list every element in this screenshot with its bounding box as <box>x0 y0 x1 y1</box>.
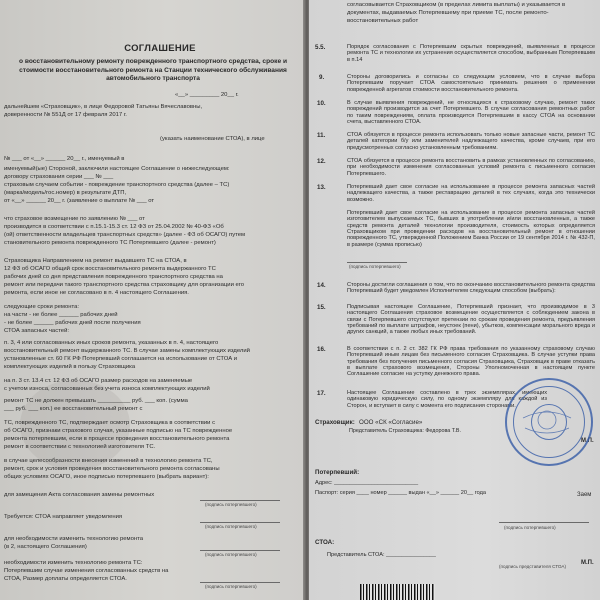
doc-line: для замещения Акта согласования замены ремонтных <box>4 492 155 498</box>
doc-line: ремонт или передачи такого транспортного средства страховщику для организации его <box>4 282 245 288</box>
clause-text: СТОА обязуется в процессе ремонта использовать только новые запасные части, ремонт ТС деталей категории б/у или заменителей надлежащего качества, кроме случаев, при его предусмотренных согласно установленным требованиям. <box>347 132 595 151</box>
doc-line: восстановительный ремонт выдержанного ТС. В случае замены комплектующих изделий <box>4 348 250 354</box>
clause-text: Потерпевший дает свое согласие на использование в процессе ремонта запасных частей изготовителем выпускаемых ТС, бывших в употреблении и/или восстановленных, а также средств ремонта деталей технологии производителя, стоимость которых определяется Страховщиком при проведении расходов на восстановительный ремонт в отношении поврежденного ТС, утвержденной Положением Банка России от 19 сентября 2014 г. № 432-П, в размере (сумма прописью) <box>347 210 595 248</box>
mp-mark: М.П. <box>581 438 594 444</box>
side-text: Заем <box>577 492 592 498</box>
doc-line: необходимости изменить технологию ремонта ТС: <box>4 560 143 566</box>
clause-text: Настоящее Соглашение составлено в трех экземплярах, имеющих одинаковую юридическую силу, по одному экземпляру для каждой из Сторон, и вступает в силу с момента его подписания сторонами. <box>347 390 547 409</box>
signature-caption: (подпись потерпевшего) <box>205 584 257 589</box>
doc-line: СТОА, Размер доплаты определяется СТОА. <box>4 576 127 582</box>
clause-number: 17. <box>317 390 326 397</box>
clause-number: 11. <box>317 132 326 139</box>
doc-line: ремонта потерпевшим, если в процессе проведения восстановительного ремонта <box>4 436 230 442</box>
doc-line: «__» _________ 20__ г. <box>175 92 239 98</box>
clause-number: 15. <box>317 304 326 311</box>
signature-line <box>200 582 280 583</box>
doc-line: что страховое возмещение по заявлению № ___ от <box>4 216 145 222</box>
clause-text: В случае выявления повреждений, не относящихся к страховому случаю, ремонт таких повреждений производится за счет Потерпевшего. В случае согласования ремонтных работ по таким повреждениям, оплата производится Потерпевшим в кассу СТОА на основании счета, выставленного СТОА. <box>347 100 595 126</box>
signature-caption: (подпись представителя СТОА) <box>499 564 566 569</box>
doc-line: доверенности № 551Д от 17 февраля 2017 г. <box>4 112 127 118</box>
clause-text: Потерпевший дает свое согласие на использование в процессе ремонта запасных частей надлежащего качества, а также реставрацию деталей в тех случаях, когда это технически возможно. <box>347 184 595 203</box>
clause-number: 16. <box>317 346 326 353</box>
doc-line: на части - не более ______ рабочих дней <box>4 312 118 318</box>
clause-text: Подписывая настоящее Соглашение, Потерпевший признает, что производимое в 3 настоящего Соглашения страховое возмещение осуществляется с соблюдением закона в связи с Потерпевшего отсутствуют претензии по срокам проведения ремонта, предъявления требований по выплате штрафов, неустоек (пени), убытков, компенсации морального вреда и других санкций, а также любых иных требований. <box>347 304 595 336</box>
doc-line: (марка/модель/гос.номер) в результате ДТП, <box>4 190 127 196</box>
signature-line <box>499 522 589 523</box>
signature-caption: (подпись потерпевшего) <box>205 502 257 507</box>
doc-line: именуемый(ые) Стороной, заключили настоящее Соглашение о нижеследующем: <box>4 166 230 172</box>
doc-line: рабочих дней со дня представления поврежденного транспортного средства на <box>4 274 223 280</box>
doc-line: ТС, поврежденного ТС, подтверждает осмотр Страховщика в соответствии с <box>4 420 216 426</box>
doc-line: 12 ФЗ об ОСАГО общий срок восстановительного ремонта выдержанного ТС <box>4 266 216 272</box>
stoa-representative: Представитель СТОА: ________________ <box>327 552 436 558</box>
signature-line <box>347 262 407 263</box>
document-title: СОГЛАШЕНИЕ <box>124 43 196 54</box>
doc-line: договору страхования серии ___ № ___ <box>4 174 114 180</box>
clause-text: СТОА обязуется в процессе ремонта восстановить в рамках установленных по согласованию, при необходимости изменения согласованных условий ремонта с письменного согласия Потерпевшего. <box>347 158 595 177</box>
clause-number: 9. <box>319 74 325 81</box>
subtitle-line: автомобильного транспорта <box>106 75 200 83</box>
clause-text: Стороны достигли соглашения о том, что по окончанию восстановительного ремонта средства Потерпевший будет уведомлен Исполнителем следующим способом (выбрать): <box>347 282 595 295</box>
clause-number: 14. <box>317 282 326 289</box>
signature-line <box>200 550 280 551</box>
clause-number: 5.5. <box>315 44 326 51</box>
doc-line: установленные ст. 60 ГК РФ Потерпевший соглашается на использование от СТОА и <box>4 356 238 362</box>
doc-line: восстановительных работ <box>347 18 419 24</box>
insurer-name: ООО «СК «Согласие» <box>359 419 423 426</box>
doc-line: ремонт в соответствии с технологией изготовителя ТС. <box>4 444 156 450</box>
doc-line: комплектующих изделий в пользу Страховщика <box>4 364 136 370</box>
clause-text: В соответствии с п. 2 ст. 382 ГК РФ права требования по указанному страховому случаю Потерпевший иным лицам без письменного согласия Страховщика. В случае уступки права требования без получения письменного согласия Страховщика, Страховщик в праве отказать в выплате страхового возмещения, Стороны Уполномоченная в настоящем пункте Соглашение согласие на уступку денежного права. <box>347 346 595 378</box>
seal-ornament <box>505 378 589 462</box>
doc-line: с учетом износа, согласованных без учета износа комплектующих изделий <box>4 386 210 392</box>
signature-caption: (подпись потерпевшего) <box>349 264 401 269</box>
signature-caption: (подпись потерпевшего) <box>205 552 257 557</box>
doc-line: ремонт ТС не должен превышать __________ руб. ___ коп. (сумма <box>4 398 188 404</box>
doc-line: согласовывается Страховщиком (в пределах лимита выплаты) и указывается в <box>347 2 566 8</box>
doc-line: становительного ремонта поврежденного ТС Потерпевшего (далее - ремонт) <box>4 240 216 246</box>
doc-line: Потерпевшим случае изменения согласованных средств на <box>4 568 169 574</box>
barcode <box>360 584 435 600</box>
doc-line: производится в соответствии с п.15.1-15.3 ст. 12 ФЗ от 25.04.2002 № 40-ФЗ «Об <box>4 224 224 230</box>
doc-line: для необходимости изменить технологию ремонта <box>4 536 144 542</box>
victim-passport: Паспорт: серия ____ номер ______ выдан «__» ______ 20__ года <box>315 490 486 496</box>
doc-line: от «__» ______ 20__ г. (заявление о выплате № ___ от <box>4 198 155 204</box>
doc-line: об ОСАГО, признаки страхового случая, указанные подписью на ТС поврежденное <box>4 428 233 434</box>
doc-line: дальнейшем «Страховщик», в лице Федоровой Татьяны Вячеславовны, <box>4 104 203 110</box>
doc-line: страховым случаем событии - повреждение транспортного средства (далее – ТС) <box>4 182 230 188</box>
clause-text: Порядок согласования с Потерпевшим скрытых повреждений, выявленных в процессе ремонта ТС и технологии их устранения осуществляется способом, выбранным Потерпевшим в п.14 <box>347 44 595 63</box>
company-seal <box>505 378 593 466</box>
signature-line <box>200 500 280 501</box>
doc-line: - не более ______ рабочих дней после получения <box>4 320 141 326</box>
clause-number: 13. <box>317 184 326 191</box>
victim-address: Адрес: ___________________________ <box>315 480 419 486</box>
clause-number: 12. <box>317 158 326 165</box>
doc-line: п. 3, 4 или согласованных иных сроков ремонта, указанных в п. 4, настоящего <box>4 340 219 346</box>
mp-mark: М.П. <box>581 560 594 566</box>
agreement-page-right <box>309 0 600 600</box>
doc-line: следующие сроки ремонта: <box>4 304 80 310</box>
doc-line: СТОА запасных частей: <box>4 328 69 334</box>
doc-line: (ой) ответственности владельцев транспортных средств» (далее - ФЗ об ОСАГО) путем <box>4 232 246 238</box>
doc-line: общих условиях ОСАГО, иное подписью потерпевшего (выбрать вариант): <box>4 474 209 480</box>
clause-text: Стороны договорились и согласны со следующим условием, что в случае выбора Потерпевшим поручает СТОА самостоятельно принимать решения о применении поврежденной агрегатов стоимости восстановительного ремонта. <box>347 74 595 93</box>
doc-line: № ___ от «__» ______ 20__ г., именуемый в <box>4 156 125 162</box>
insurer-representative: Представитель Страховщика: Федорова Т.В. <box>349 428 462 434</box>
doc-line: (указать наименование СТОА), в лице <box>160 136 265 142</box>
stoa-label: СТОА: <box>315 539 335 546</box>
document-subtitle <box>8 58 298 84</box>
doc-line: на п. 3 ст. 13.4 ст. 12 ФЗ об ОСАГО размер расходов на заменяемые <box>4 378 193 384</box>
doc-line: в случае целесообразности внесения изменений в технологию ремонта ТС, <box>4 458 213 464</box>
subtitle-line: о восстановительному ремонту поврежденного транспортного средства, сроке и <box>19 58 287 65</box>
signature-caption: (подпись потерпевшего) <box>504 525 556 530</box>
doc-line: документах, выдаваемых Потерпевшему при приеме ТС, после ремонто- <box>347 10 549 16</box>
doc-line: Страховщика Направлением на ремонт выдавшего ТС на СТОА, в <box>4 258 187 264</box>
insurer-label: Страховщик: <box>315 419 355 426</box>
doc-line: ремонта, если иное не согласовано в п. 4 настоящего Соглашения. <box>4 290 189 296</box>
subtitle-line: стоимости восстановительного ремонта на Станции технического обслуживания <box>19 66 287 74</box>
signature-caption: (подпись потерпевшего) <box>205 524 257 529</box>
doc-line: Требуется: СТОА направляет уведомления <box>4 514 123 520</box>
signature-line <box>200 522 280 523</box>
doc-line: ремонт, срок и условия проведения восстановительного ремонта согласованы <box>4 466 220 472</box>
clause-number: 10. <box>317 100 326 107</box>
doc-line: (в 2, настоящего Соглашения) <box>4 544 87 550</box>
victim-label: Потерпевший: <box>315 469 360 476</box>
doc-line: ___ руб. ___ коп.) ее восстановительный ремонт с <box>4 406 143 412</box>
